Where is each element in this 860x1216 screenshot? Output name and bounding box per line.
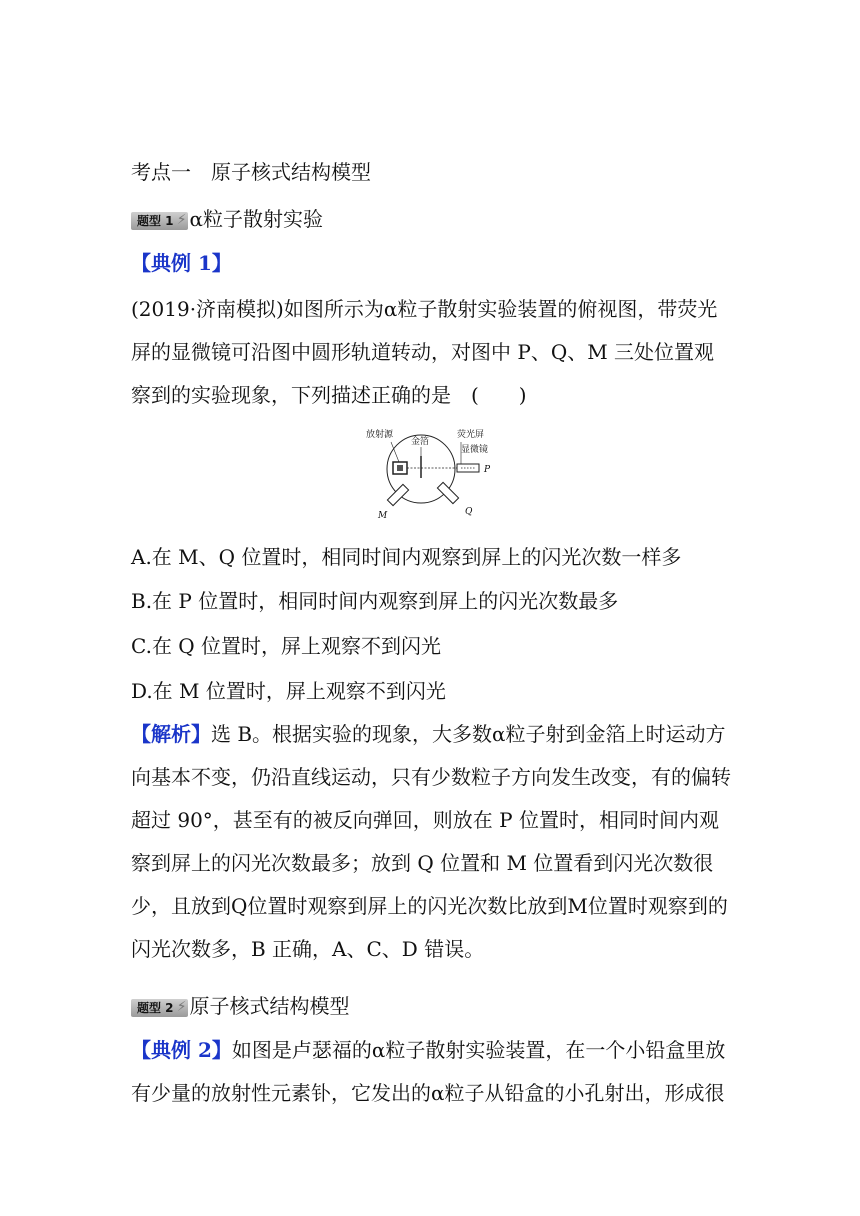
- source-core: [397, 465, 403, 471]
- type2-badge: [131, 999, 188, 1017]
- option-b: B.在 P 位置时，相同时间内观察到屏上的闪光次数最多: [131, 589, 619, 613]
- example2-text: 如图是卢瑟福的α粒子散射实验装置，在一个小铅盒里放有少量的放射性元素钋，它发出的α粒子从铅盒的小孔射出，形成很: [131, 1038, 726, 1105]
- example2-label: 【典例 2】: [131, 1038, 232, 1062]
- alpha-scattering-figure: [361, 425, 521, 530]
- type2-title: 原子核式结构模型: [189, 994, 350, 1018]
- section-heading: 考点一 原子核式结构模型: [131, 160, 371, 184]
- analysis-block: [131, 713, 731, 971]
- source-label: 放射源: [366, 430, 394, 440]
- analysis-text: 选 B。根据实验的现象，大多数α粒子射到金箔上时运动方向基本不变，仍沿直线运动，只有少数粒子方向发生改变，有的偏转超过 90°，甚至有的被反向弹回，则放在 P 位置时，相同时间内观察到屏上的闪光次数最多；放到 Q 位置和 M 位置看到闪光次数很少，且放到Q位置时观察到屏上的闪光次数比放到M位置时观察到的闪光次数多，B 正确，A、C、D 错误。: [131, 722, 731, 961]
- type2-badge-text: 题型 2: [137, 1000, 174, 1015]
- source-leader: [391, 442, 399, 462]
- microscope-q: [437, 482, 458, 503]
- microscope-m: [387, 484, 408, 505]
- foil-label: 金箔: [411, 437, 430, 447]
- type1-badge-text: 题型 1: [137, 213, 174, 228]
- microscope-label: 显微镜: [461, 445, 489, 455]
- example2-block: [131, 1029, 731, 1115]
- type1-heading: [131, 205, 323, 233]
- option-a: A.在 M、Q 位置时，相同时间内观察到屏上的闪光次数一样多: [131, 545, 682, 569]
- m-label: M: [378, 511, 388, 521]
- lightning-icon: ⚡: [176, 211, 187, 228]
- example1-question: (2019·济南模拟)如图所示为α粒子散射实验装置的俯视图，带荧光屏的显微镜可沿图中圆形轨道转动，对图中 P、Q、M 三处位置观察到的实验现象，下列描述正确的是 ( ): [131, 297, 718, 407]
- screen-label: 荧光屏: [457, 430, 485, 440]
- type1-title: α粒子散射实验: [189, 207, 324, 231]
- type1-badge: [131, 212, 188, 230]
- lightning-icon: ⚡: [176, 998, 187, 1015]
- q-label: Q: [465, 507, 473, 517]
- p-label: P: [484, 465, 491, 475]
- option-d: D.在 M 位置时，屏上观察不到闪光: [131, 679, 446, 703]
- analysis-label: 【解析】: [131, 722, 211, 746]
- type2-heading: [131, 992, 350, 1020]
- option-c: C.在 Q 位置时，屏上观察不到闪光: [131, 634, 442, 658]
- example1-label: 【典例 1】: [131, 251, 232, 275]
